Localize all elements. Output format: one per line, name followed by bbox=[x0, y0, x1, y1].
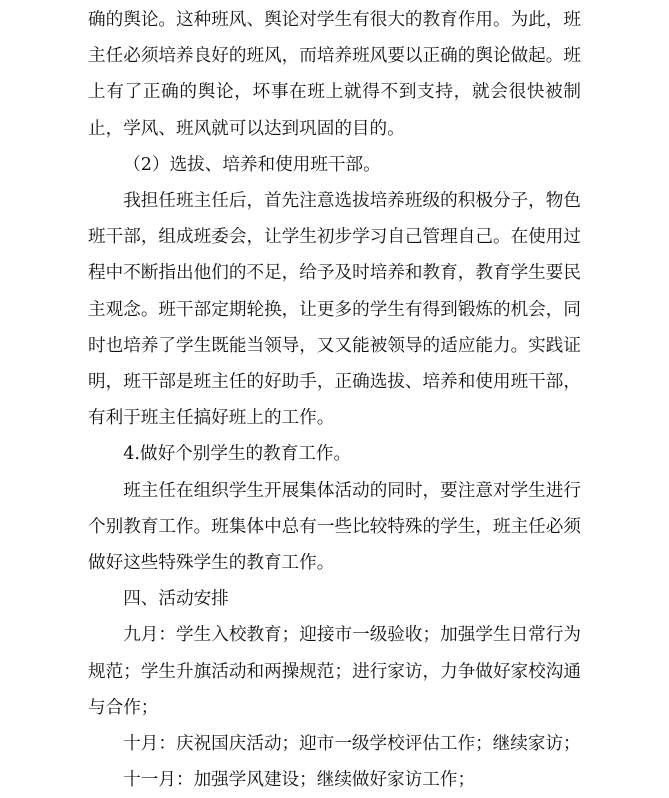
schedule-october: 十月：庆祝国庆活动；迎市一级学校评估工作；继续家访； bbox=[123, 734, 581, 755]
schedule-september: 九月：学生入校教育；迎接市一级验收；加强学生日常行为规范；学生升旗活动和两操规范；进行家访，力争做好家校沟通与合作； bbox=[88, 625, 581, 718]
paragraph-class-cadres: 我担任班主任后，首先注意选拔培养班级的积极分子，物色班干部，组成班委会，让学生初步学习自己管理自己。在使用过程中不断指出他们的不足，给予及时培养和教育，教育学生要民主观念。班干部定期轮换，让更多的学生有得到锻炼的机会，同时也培养了学生既能当领导，又又能被领导的适应能力。实践证明，班干部是班主任的好助手，正确选拔、培养和使用班干部，有利于班主任搞好班上的工作。 bbox=[88, 191, 581, 429]
schedule-november: 十一月：加强学风建设；继续做好家访工作； bbox=[123, 770, 476, 791]
heading-activity-schedule: 四、活动安排 bbox=[123, 589, 229, 610]
heading-individual-education: 4.做好个别学生的教育工作。 bbox=[123, 444, 352, 465]
paragraph-individual-education: 班主任在组织学生开展集体活动的同时，要注意对学生进行个别教育工作。班集体中总有一些比较特殊的学生，班主任必须做好这些特殊学生的教育工作。 bbox=[88, 480, 581, 574]
heading-select-cadres: （2）选拔、培养和使用班干部。 bbox=[123, 154, 381, 175]
paragraph-class-atmosphere: 确的舆论。这种班风、舆论对学生有很大的教育作用。为此，班主任必须培养良好的班风，而培养班风要以正确的舆论做起。班上有了正确的舆论，坏事在班上就得不到支持，就会很快被制止，学风、班风就可以达到巩固的目的。 bbox=[88, 10, 581, 139]
